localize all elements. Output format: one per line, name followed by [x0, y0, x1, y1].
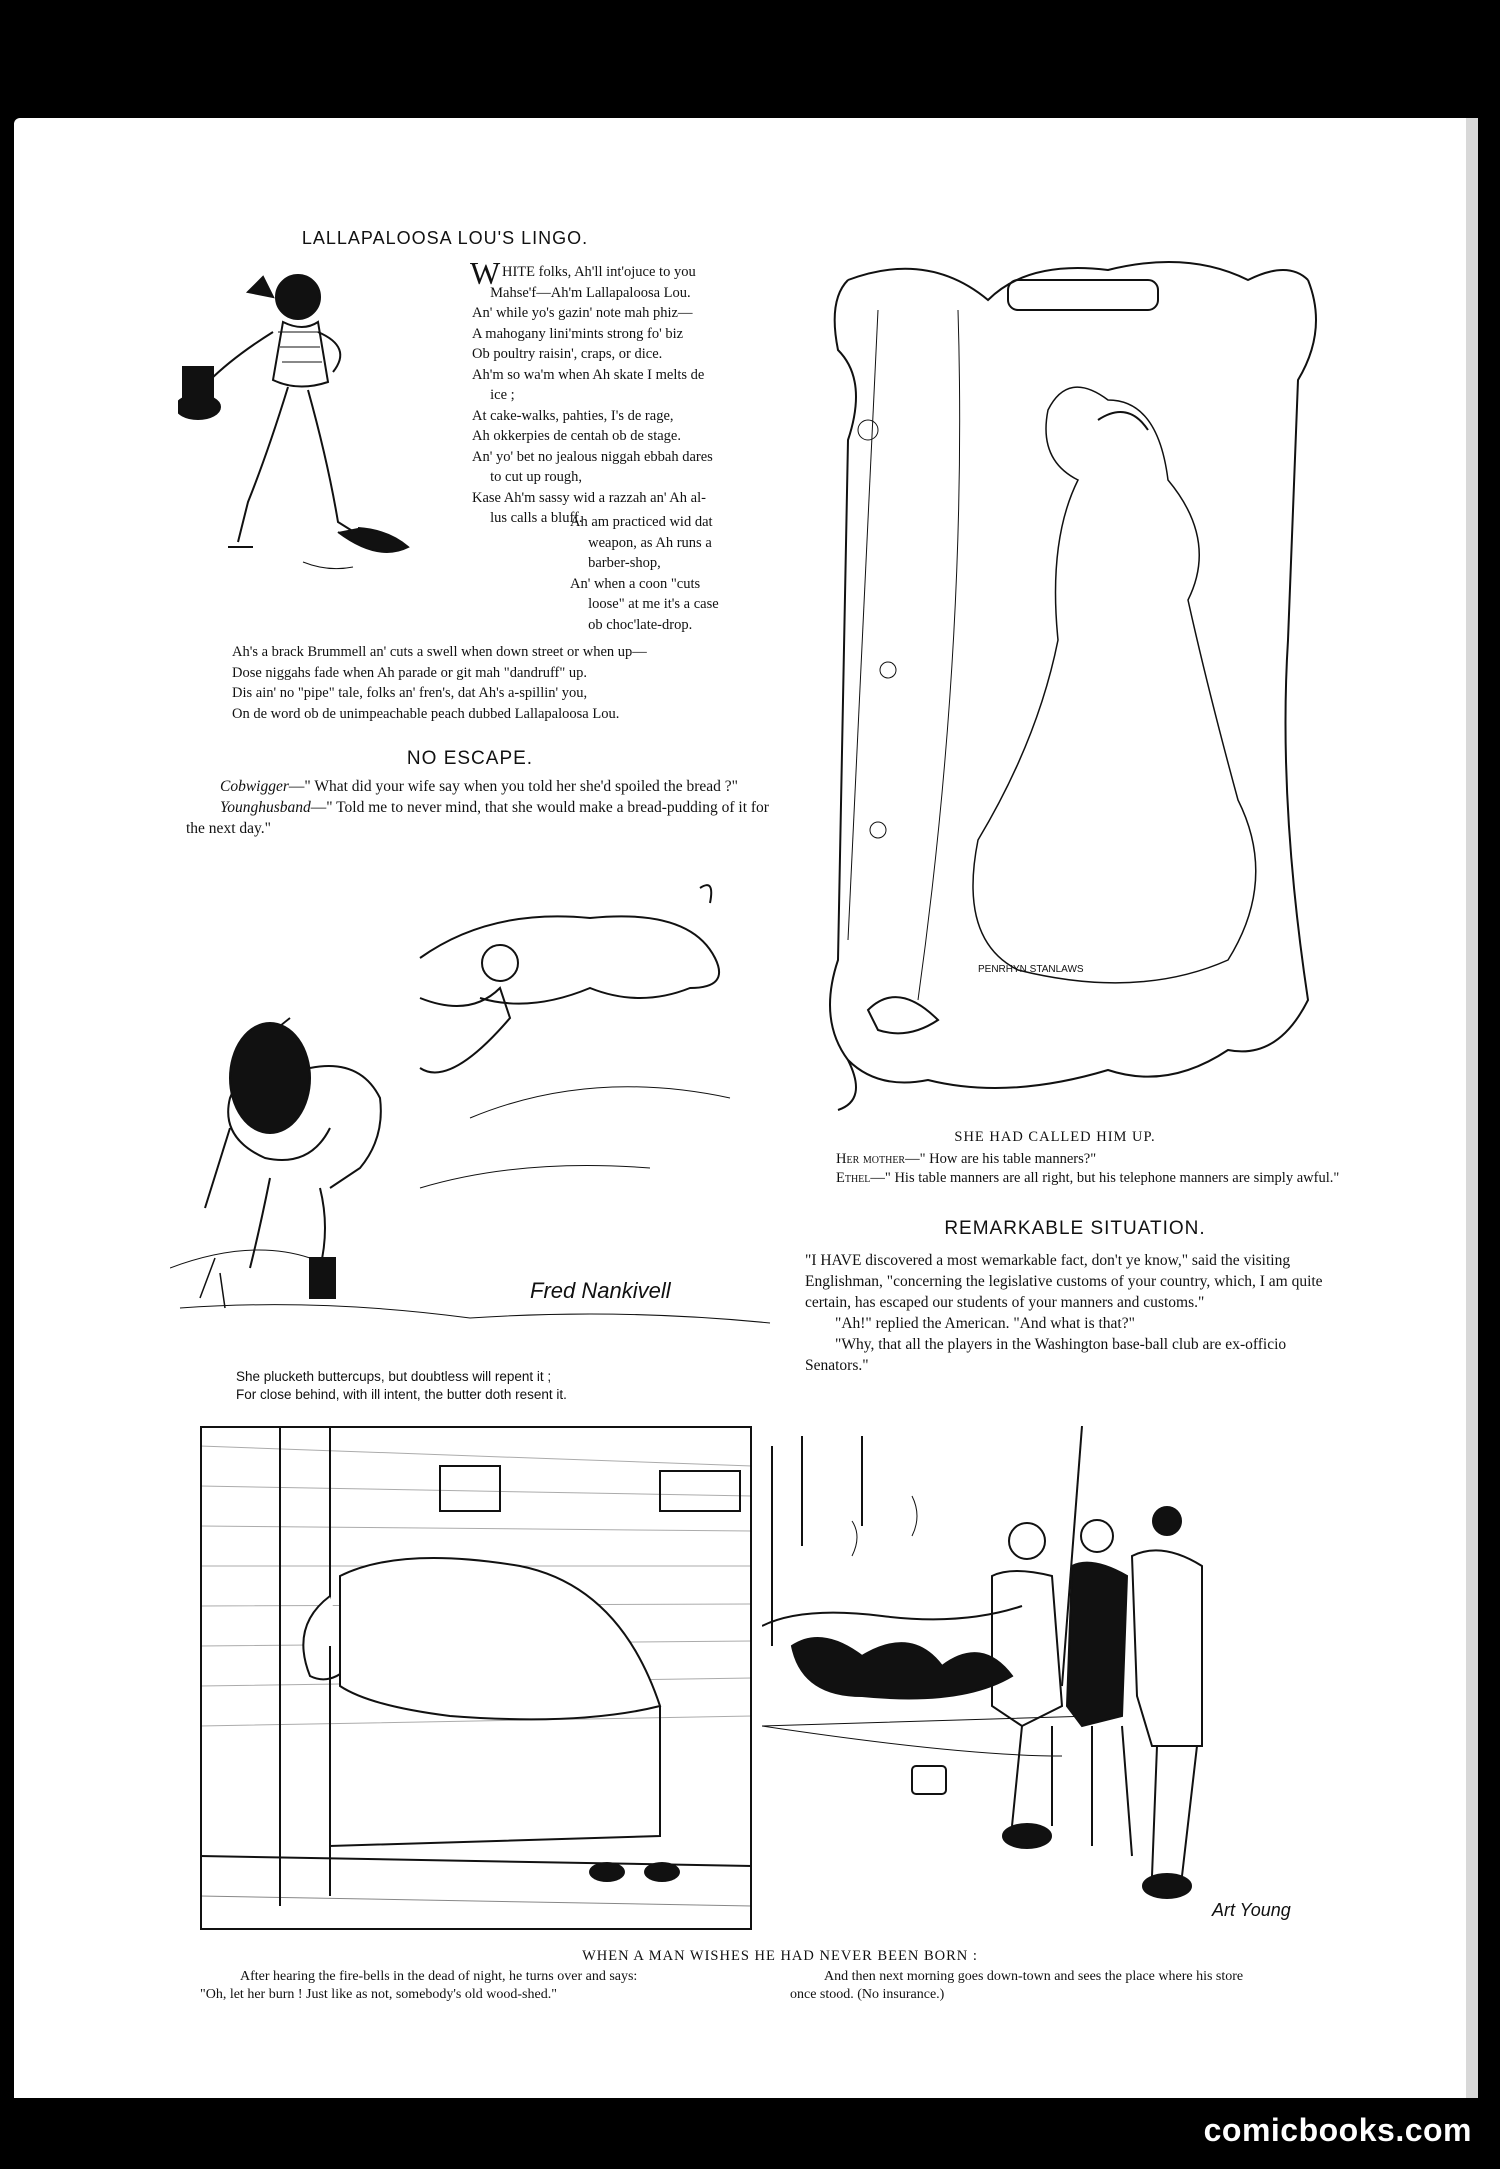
buttercups-caption [236, 1368, 706, 1404]
wishes-left-caption [200, 1968, 760, 2004]
wishes-right-caption [790, 1968, 1370, 2004]
wishes-right-line2: once stood. (No insurance.) [790, 1987, 945, 2002]
fire-ruins-panel [762, 1426, 1322, 1930]
wishes-title: WHEN A MAN WISHES HE HAD NEVER BEEN BORN : [582, 1948, 978, 1964]
woman-frame-illustration [808, 240, 1328, 1120]
lingo-stanza-top: HITE folks, Ah'll int'ojuce to you Mahse'f—Ah'm Lallapaloosa Lou. An' while yo's gazin' note mah phiz— A mahogany lini'mints strong fo' biz Ob poultry raisin', craps, or dice. Ah'm so wa'm when Ah skate I melts de ice ; At cake-walks, pahties, I's de rage, Ah okkerpies de centah ob de stage. An' yo' bet no jealous niggah ebbah dares to cut up rough, Kase Ah'm sassy wid a razzah an' Ah al- lus calls a bluff. [472, 264, 713, 526]
remarkable-body [805, 1250, 1348, 1376]
no-escape-title: NO ESCAPE. [406, 748, 534, 769]
stanlaws-signature: PENRHYN STANLAWS [978, 964, 1084, 975]
younghusband-line: —" Told me to never mind, that she would make a bread-pudding of it for the next day." [186, 799, 769, 837]
lingo-stanza-bottom: Ah's a brack Brummell an' cuts a swell when down street or when up— Dose niggahs fade when Ah parade or git mah "dandruff" up. Dis ain' no "pipe" tale, folks an' fren's, dat Ah's a-spillin' you, On de word ob de unimpeachable peach dubbed Lallapaloosa Lou. [232, 644, 647, 722]
wishes-left-line2: "Oh, let her burn ! Just like as not, somebody's old wood-shed." [200, 1987, 557, 2002]
speaker-cobwigger: Cobwigger [220, 778, 289, 795]
remarkable-para2: "Ah!" replied the American. "And what is that?" [835, 1315, 1135, 1332]
remarkable-para1: "I HAVE discovered a most wemarkable fact, don't ye know," said the visiting Englishman, "concerning the legislative customs of your country, which, I am quite certain, has escaped our students of your manners and customs." [805, 1252, 1323, 1311]
called-body [800, 1150, 1348, 1188]
bedroom-panel [200, 1426, 752, 1930]
wishes-right-line1: And then next morning goes down-town and sees the place where his store [824, 1969, 1244, 1984]
young-signature: Art Young [1212, 1900, 1291, 1920]
wishes-left-line1: After hearing the fire-bells in the dead of night, he turns over and says: [240, 1969, 638, 1984]
cobwigger-line: —" What did your wife say when you told her she'd spoiled the bread ?" [288, 778, 738, 795]
mother-line: —" How are his table manners?" [905, 1151, 1097, 1167]
drop-cap: W [470, 255, 501, 291]
ethel-line: —" His table manners are all right, but his telephone manners are simply awful." [870, 1170, 1340, 1186]
no-escape-body [186, 776, 771, 839]
next-page-edge [1466, 118, 1478, 2098]
remarkable-para3: "Why, that all the players in the Washington base-ball club are ex-officio Senators." [805, 1336, 1287, 1374]
speaker-ethel: Ethel [836, 1170, 871, 1186]
speaker-younghusband: Younghusband [220, 799, 311, 816]
buttercups-illustration [170, 868, 780, 1338]
speaker-mother: Her mother [836, 1151, 906, 1167]
lingo-stanza-middle: Ah am practiced wid dat weapon, as Ah runs a barber-shop, An' when a coon "cuts loose" at me it's a case ob choc'late-drop. [570, 514, 719, 633]
buttercups-caption-line1: She plucketh buttercups, but doubtless will repent it ; [236, 1369, 552, 1384]
called-title: SHE HAD CALLED HIM UP. [954, 1129, 1156, 1145]
lingo-title: LALLAPALOOSA LOU'S LINGO. [301, 228, 589, 248]
remarkable-title: REMARKABLE SITUATION. [944, 1218, 1206, 1239]
signature-text: Fred Nankivell [530, 1278, 671, 1303]
dandy-illustration [178, 262, 478, 592]
site-watermark: comicbooks.com [1203, 2112, 1472, 2148]
buttercups-caption-line2: For close behind, with ill intent, the butter doth resent it. [236, 1387, 567, 1402]
